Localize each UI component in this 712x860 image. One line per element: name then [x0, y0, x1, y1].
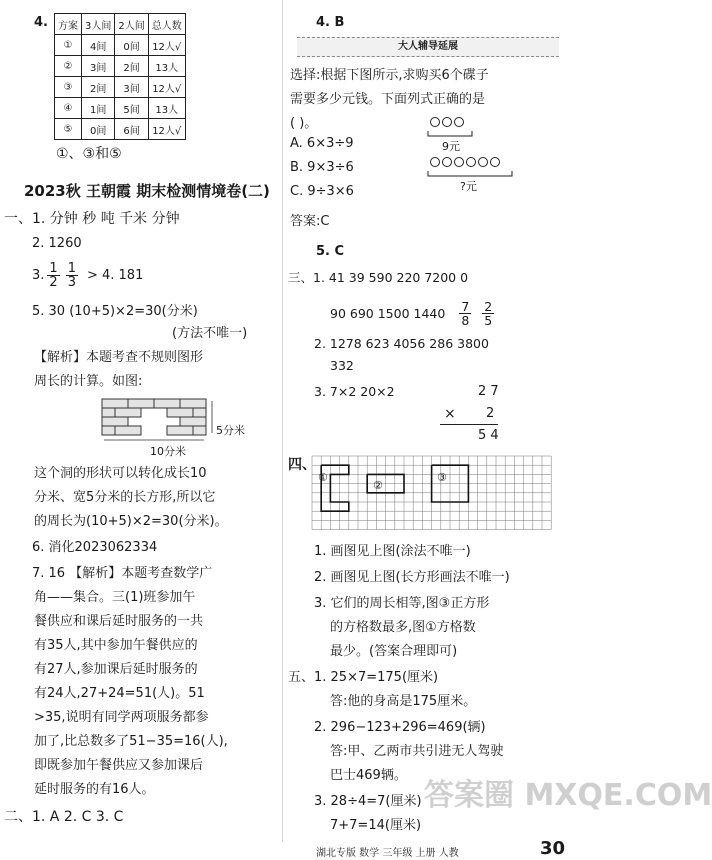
plan-table-cell: 5间: [115, 98, 148, 119]
plate-icon: [442, 157, 452, 167]
ext-option-b: B. 9×3÷6: [290, 160, 354, 175]
s1-q5: 5. 30 (10+5)×2=30(分米): [32, 304, 198, 319]
plate-icon: [478, 157, 488, 167]
plan-table-cell: 13人: [148, 98, 185, 119]
plate-icon: [430, 117, 440, 127]
plan-table-row: [55, 77, 186, 98]
plate-icon: [490, 157, 500, 167]
brick-label-height: 5分米: [216, 424, 245, 437]
s1-q2: 2. 1260: [32, 236, 82, 251]
price-label-2: ?元: [460, 180, 477, 193]
s1-q3-rest: > 4. 181: [86, 267, 144, 283]
plan-table-cell: 6间: [115, 119, 148, 140]
s1-q7-line-10: 延时服务的有16人。: [34, 782, 155, 797]
ext-option-c: C. 9÷3×6: [290, 184, 354, 199]
plan-table-row: [55, 56, 186, 77]
grid-label-2: ②: [373, 479, 383, 492]
plates-six: [430, 156, 502, 171]
plan-table-cell: ①: [55, 35, 82, 56]
q4-number: 4.: [34, 15, 48, 30]
s1-q6: 6. 消化2023062334: [32, 540, 158, 555]
s4-a3-line-1: 3. 它们的周长相等,图③正方形: [314, 596, 490, 611]
s1-q7-line-5: 有27人,参加课后延时服务的: [34, 662, 198, 677]
extension-banner: 大人辅导延展: [297, 37, 559, 57]
vertical-result: 5 4: [478, 428, 499, 443]
plate-icon: [454, 157, 464, 167]
vertical-rule: [440, 424, 498, 425]
plan-table-cell: 3间: [115, 77, 148, 98]
s1-q7-line-6: 有24人,27+24=51(人)。51: [34, 686, 205, 701]
s5-q1-answer: 答:他的身高是175厘米。: [330, 694, 477, 709]
brick-label-width: 10分米: [150, 445, 186, 458]
s1-q7-line-4: 有35人,其中参加午餐供应的: [34, 638, 198, 653]
plan-table-cell: 1间: [82, 98, 115, 119]
plan-table: [54, 13, 186, 140]
s1-q3: [32, 258, 143, 292]
s4-a3-line-2: 的方格数最多,图①方格数: [330, 620, 476, 635]
plate-icon: [430, 157, 440, 167]
plan-table-cell: 3间: [82, 56, 115, 77]
page-number: 30: [540, 838, 566, 859]
footer: [0, 838, 574, 860]
s1-q3-prefix: 3.: [32, 267, 45, 283]
plan-table-row: [55, 119, 186, 140]
plan-table-cell: 13人: [148, 56, 185, 77]
s2-line: 二、1. A 2. C 3. C: [4, 809, 124, 825]
price-label-1: 9元: [442, 140, 460, 153]
plan-table-cell: 总人数: [148, 14, 185, 35]
ext-line-2: 需要多少元钱。下面列式正确的是: [290, 92, 486, 107]
grid-label-1: ①: [318, 471, 328, 484]
plan-table-header: [55, 14, 186, 35]
plan-table-cell: 2间: [115, 56, 148, 77]
plan-table-cell: 4间: [82, 35, 115, 56]
plan-table-cell: ⑤: [55, 119, 82, 140]
s3-q1-fraction-2: $\frac{2}{5}$: [484, 298, 493, 328]
s3-q1-fraction-1: $\frac{7}{8}$: [461, 298, 470, 328]
plan-table-row: [55, 98, 186, 119]
s1-q7-line-9: 即既参加午餐供应又参加课后: [34, 758, 204, 773]
s3-q2-line-1: 2. 1278 623 4056 286 3800: [314, 336, 489, 351]
grid-label-3: ③: [437, 471, 447, 484]
exam-title: 2023秋 王朝霞 期末检测情境卷(二): [24, 182, 270, 200]
plan-table-cell: ④: [55, 98, 82, 119]
ext-option-a: A. 6×3÷9: [290, 136, 354, 151]
ext-line-1: 选择:根据下图所示,求购买6个碟子: [290, 68, 489, 83]
plate-icon: [454, 117, 464, 127]
s5-q3-line-1: 3. 28÷4=7(厘米): [314, 794, 422, 809]
s1-q3-fraction-2: $\frac{1}{3}$: [67, 260, 76, 290]
s1-q7-line-8: 加了,比总数多了51−35=16(人),: [34, 734, 228, 749]
s4-a3-line-3: 最少。(答案合理即可): [330, 644, 458, 659]
s1-q1: 一、1. 分钟 秒 吨 千米 分钟: [4, 211, 180, 227]
q4-answer: ①、③和⑤: [56, 146, 122, 162]
s3-q1-values: 90 690 1500 1440: [330, 305, 446, 321]
ext-answer: 答案:C: [290, 214, 330, 229]
right-q4: 4. B: [316, 15, 345, 30]
s3-q3: 3. 7×2 20×2: [314, 384, 395, 399]
s1-q5-text-3: 的周长为(10+5)×2=30(分米)。: [34, 514, 228, 529]
s4-a2: 2. 画图见上图(长方形画法不唯一): [314, 570, 510, 585]
vertical-multiplier: 2: [486, 406, 495, 421]
s4-label: 四、: [288, 457, 316, 473]
plate-icon: [466, 157, 476, 167]
s1-q3-fraction-1: $\frac{1}{2}$: [49, 260, 58, 290]
s4-a1: 1. 画图见上图(涂法不唯一): [314, 544, 471, 559]
ext-line-3: ( )。: [290, 116, 318, 131]
square-grid: [312, 456, 562, 530]
s5-q1: 五、1. 25×7=175(厘米): [288, 670, 439, 685]
plan-table-cell: ②: [55, 56, 82, 77]
s5-q3-line-2: 7+7=14(厘米): [330, 818, 422, 833]
vertical-top: 2 7: [478, 384, 499, 399]
s1-q5-text-1: 这个洞的形状可以转化成长10: [34, 466, 207, 481]
plates-three: [430, 116, 466, 131]
plan-table-cell: 3人间: [82, 14, 115, 35]
s1-q7-line-3: 餐供应和课后延时服务的一共: [34, 614, 204, 629]
s1-q7-line-2: 角——集合。三(1)班参加午: [34, 590, 196, 605]
plan-table-cell: 方案: [55, 14, 82, 35]
plan-table-cell: 0间: [115, 35, 148, 56]
plan-table-row: [55, 35, 186, 56]
plan-table-cell: 12人√: [148, 35, 185, 56]
plan-table-cell: 2人间: [115, 14, 148, 35]
right-q5: 5. C: [316, 244, 345, 259]
s3-q1-line-1: 三、1. 41 39 590 220 7200 0: [288, 270, 469, 285]
plan-table-cell: 12人√: [148, 119, 185, 140]
s3-q2-line-2: 332: [330, 358, 354, 373]
s1-q7-line-1: 7. 16 【解析】本题考查数学广: [32, 566, 213, 581]
column-divider: [282, 0, 283, 842]
s1-q5-analysis-1: 【解析】本题考查不规则图形: [34, 350, 204, 365]
s1-q5-analysis-2: 周长的计算。如图:: [34, 374, 143, 389]
watermark: 答案圈 MXQE.COM: [424, 778, 712, 813]
plan-table-cell: 2间: [82, 77, 115, 98]
plan-table-cell: 0间: [82, 119, 115, 140]
s3-q1-line-2: [330, 296, 497, 330]
s1-q5-note: (方法不唯一): [172, 326, 248, 341]
s5-q2-answer-2: 巴士469辆。: [330, 768, 407, 783]
s5-q2: 2. 296−123+296=469(辆): [314, 720, 486, 735]
footer-info: 湖北专版 数学 三年级 上册 人教: [316, 848, 459, 859]
s1-q7-line-7: >35,说明有同学两项服务都参: [34, 710, 209, 725]
plan-table-cell: ③: [55, 77, 82, 98]
s5-q2-answer-1: 答:甲、乙两市共引进无人驾驶: [330, 744, 504, 759]
vertical-operator: ×: [444, 406, 456, 422]
s1-q5-text-2: 分米、宽5分米的长方形,所以它: [34, 490, 216, 505]
plate-icon: [442, 117, 452, 127]
plan-table-cell: 12人√: [148, 77, 185, 98]
